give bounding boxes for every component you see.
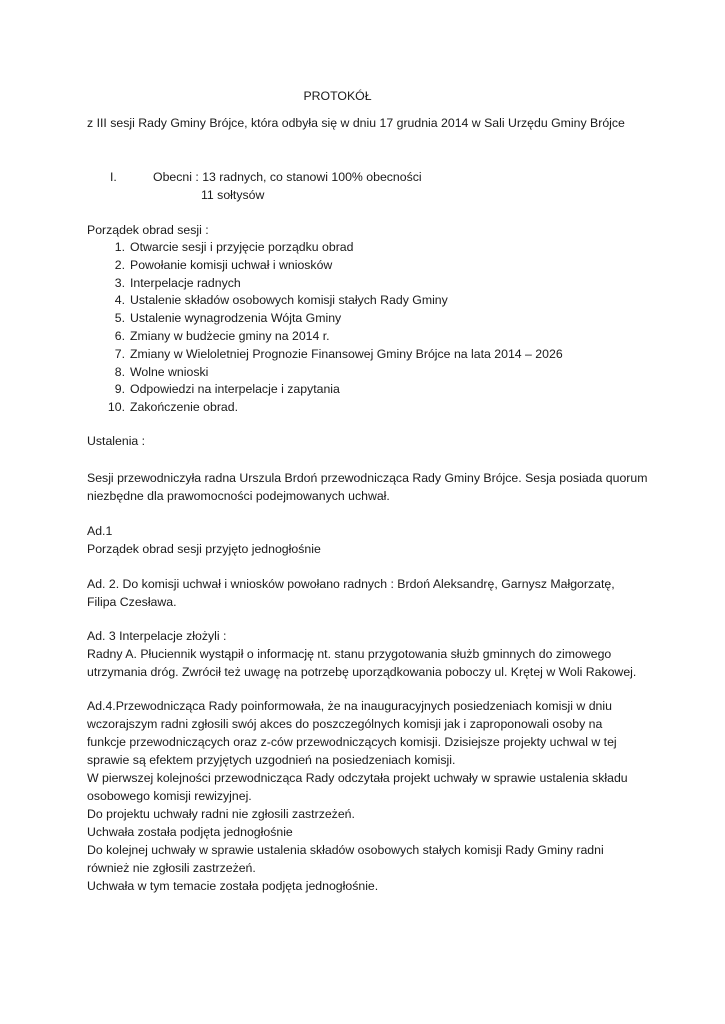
agenda-item-text: Zmiany w budżecie gminy na 2014 r. xyxy=(130,328,330,343)
agenda-heading: Porządek obrad sesji : xyxy=(87,223,209,237)
agenda-item-text: Odpowiedzi na interpelacje i zapytania xyxy=(130,382,340,397)
agenda-item-text: Wolne wnioski xyxy=(130,364,209,379)
agenda-item-number: 9. xyxy=(114,382,125,397)
ad3-line: Radny A. Płuciennik wystąpił o informację nt. stanu przygotowania służb gminnych do zimowego xyxy=(87,647,612,661)
ad3-line: utrzymania dróg. Zwrócił też uwagę na potrzebę uporządkowania poboczy ul. Krętej w Woli Rakowej. xyxy=(87,665,637,679)
ustalenia-heading: Ustalenia : xyxy=(87,434,146,448)
intro-line: niezbędne dla prawomocności podejmowanych uchwał. xyxy=(87,489,390,503)
intro-line: Sesji przewodniczyła radna Urszula Brdoń przewodnicząca Rady Gminy Brójce. Sesja posiada quorum xyxy=(87,471,648,485)
ad1-heading: Ad.1 xyxy=(87,524,113,538)
attendance-line: Obecni : 13 radnych, co stanowi 100% obecności xyxy=(153,170,422,184)
attendance-soltysi: 11 sołtysów xyxy=(201,188,265,202)
ad4-line: Ad.4.Przewodnicząca Rady poinformowała, że na inauguracyjnych posiedzeniach komisji w dniu xyxy=(87,699,612,713)
agenda-item-number: 3. xyxy=(114,275,125,290)
ad4-line: wczorajszym radni zgłosili swój akces do poszczególnych komisji jak i zaproponowali osoby na xyxy=(87,717,603,731)
ad2-line: Filipa Czesława. xyxy=(87,595,177,609)
ad4-line: W pierwszej kolejności przewodnicząca Rady odczytała projekt uchwały w sprawie ustalenia składu xyxy=(87,771,628,785)
ad4-line: Uchwała w tym temacie została podjęta jednogłośnie. xyxy=(87,879,379,893)
agenda-item-number: 2. xyxy=(114,257,125,272)
agenda-item-number: 6. xyxy=(114,328,125,343)
agenda-item-text: Interpelacje radnych xyxy=(130,275,241,290)
ad1-text: Porządek obrad sesji przyjęto jednogłośnie xyxy=(87,542,321,556)
agenda-item-number: 10. xyxy=(107,400,125,415)
document-title: PROTOKÓŁ xyxy=(303,89,372,103)
agenda-item-number: 8. xyxy=(114,364,125,379)
ad4-line: również nie zgłosili zastrzeżeń. xyxy=(87,861,256,875)
ad4-line: Uchwała została podjęta jednogłośnie xyxy=(87,825,293,839)
agenda-item-number: 7. xyxy=(114,346,125,361)
agenda-item-number: 1. xyxy=(114,240,125,254)
ad4-line: osobowego komisji rewizyjnej. xyxy=(87,789,252,803)
agenda-item-text: Powołanie komisji uchwał i wniosków xyxy=(130,257,333,272)
agenda-item-text: Ustalenie składów osobowych komisji stałych Rady Gminy xyxy=(130,293,448,308)
ad4-line: funkcje przewodniczących oraz z-ców przewodniczących komisji. Dzisiejsze projekty uchwal w tej xyxy=(87,735,617,749)
ad2-line: Ad. 2. Do komisji uchwał i wniosków powołano radnych : Brdoń Aleksandrę, Garnysz Małgorzatę, xyxy=(87,577,615,591)
agenda-item-text: Ustalenie wynagrodzenia Wójta Gminy xyxy=(130,311,342,326)
attendance-numeral: I. xyxy=(110,170,117,184)
agenda-item-text: Zakończenie obrad. xyxy=(130,400,239,415)
agenda-item-number: 5. xyxy=(114,311,125,326)
agenda-item-text: Zmiany w Wieloletniej Prognozie Finansowej Gminy Brójce na lata 2014 – 2026 xyxy=(130,346,563,361)
agenda-item-text: Otwarcie sesji i przyjęcie porządku obrad xyxy=(130,240,354,254)
ad3-line: Ad. 3 Interpelacje złożyli : xyxy=(87,629,227,643)
agenda-item-number: 4. xyxy=(114,293,125,308)
document-subtitle: z III sesji Rady Gminy Brójce, która odbyła się w dniu 17 grudnia 2014 w Sali Urzędu Gminy Brójce xyxy=(87,116,625,130)
ad4-line: Do kolejnej uchwały w sprawie ustalenia składów osobowych stałych komisji Rady Gminy radni xyxy=(87,843,604,857)
ad4-line: Do projektu uchwały radni nie zgłosili zastrzeżeń. xyxy=(87,807,355,821)
ad4-line: sprawie są efektem przyjętych uzgodnień na posiedzeniach komisji. xyxy=(87,753,456,767)
